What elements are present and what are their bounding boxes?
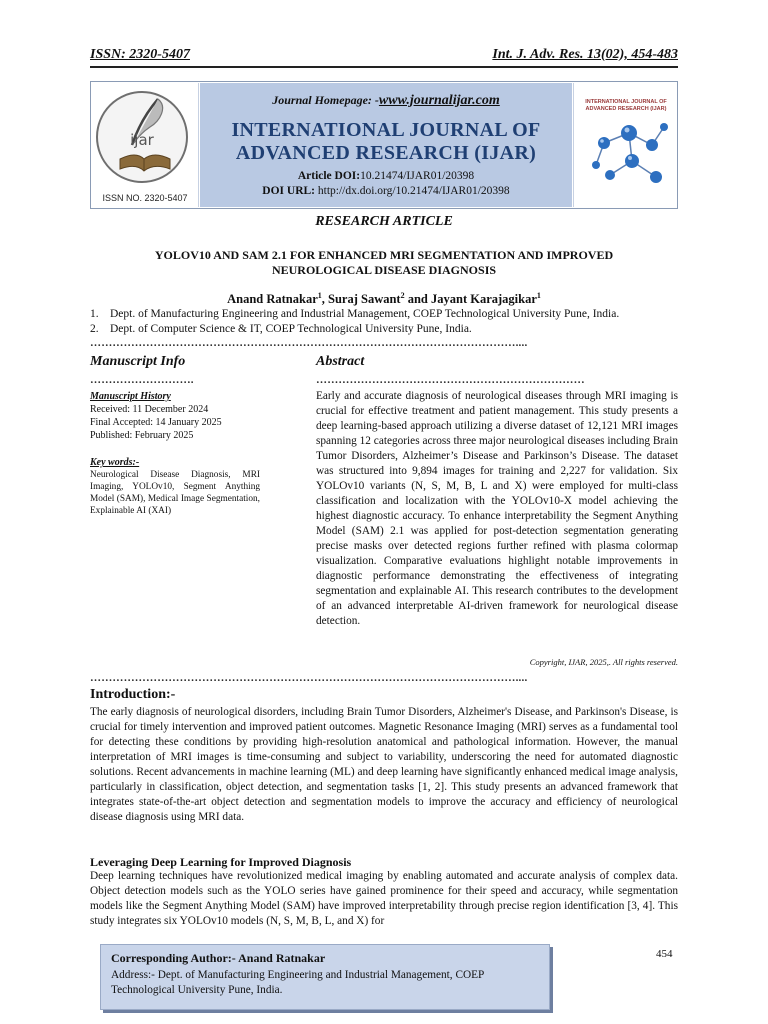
- affiliation-text: Dept. of Manufacturing Engineering and Industrial Management, COEP Technological University Pune, India.: [110, 308, 620, 320]
- author-name: Jayant Karajagikar: [431, 292, 537, 307]
- abstract-dots: ………………………………………………………………: [316, 374, 585, 386]
- author-separator: and: [404, 292, 431, 307]
- separator-bottom: ……………………………………………………………………………………………………....: [90, 672, 528, 684]
- author-separator: ,: [321, 292, 328, 307]
- author-name: Suraj Sawant: [328, 292, 401, 307]
- affiliation-text: Dept. of Computer Science & IT, COEP Technological University Pune, India.: [110, 322, 472, 335]
- introduction-heading: Introduction:-: [90, 687, 176, 702]
- author-name: Anand Ratnakar: [227, 292, 318, 307]
- copyright-notice: Copyright, IJAR, 2025,. All rights reserved.: [529, 657, 678, 667]
- keywords-label: Key words:-: [90, 457, 140, 468]
- manuscript-history: [90, 390, 260, 442]
- article-type: RESEARCH ARTICLE: [315, 214, 453, 229]
- homepage-label: Journal Homepage: -: [272, 93, 379, 107]
- doi-label: Article DOI:: [297, 170, 361, 182]
- logo-issn: ISSN NO. 2320-5407: [102, 193, 188, 203]
- published-date: Published: February 2025: [90, 430, 194, 441]
- journal-logo: [92, 83, 199, 207]
- header-citation: Int. J. Adv. Res. 13(02), 454-483: [492, 47, 678, 62]
- corresponding-author-address: Address:- Dept. of Manufacturing Engineering and Industrial Management, COEP Technological University Pune, India.: [111, 969, 484, 996]
- manuscript-history-label: Manuscript History: [90, 391, 171, 402]
- separator-top: ……………………………………………………………………………………………………....: [90, 337, 528, 349]
- doi-block: [200, 169, 572, 199]
- doi-url-link[interactable]: http://dx.doi.org/10.21474/IJAR01/20398: [317, 185, 510, 197]
- manuscript-info-heading: Manuscript Info: [90, 354, 186, 369]
- affiliation-item: [90, 322, 678, 337]
- introduction-text: The early diagnosis of neurological disorders, including Brain Tumor Disorders, Alzheimer's Disease, and Parkinson's Disease, is crucial for timely intervention and improved patient outcomes. Magnetic Resonance Imaging (MRI) serves as a fundamental tool for detecting these conditions by providing high-resolution anatomical and pathological information. However, the manual interpretation of MRI images is time-consuming and subject to variability, underscoring the need for automated diagnostic solutions. Recent advancements in machine learning (ML) and deep learning have significantly enhanced medical image analysis, particularly in classification, object detection, and segmentation tasks [1, 2]. This study presents an advanced framework that integrates state-of-the-art object detection and segmentation models to improve the accuracy and efficiency of neurological disease diagnosis using MRI data.: [90, 706, 678, 823]
- affiliation-number: 1.: [90, 308, 99, 320]
- journal-title-line2: ADVANCED RESEARCH (IJAR): [235, 142, 537, 164]
- journal-cover-image: [573, 83, 677, 207]
- abstract-text: Early and accurate diagnosis of neurological diseases through MRI imaging is crucial for effective treatment and patient management. This study presents a deep learning-based approach utilizing a diverse dataset of 12,121 MRI images spanning 12 categories across three major neurological diseases including Brain Tumor Disorders, Alzheimer’s Disease and Parkinson’s Disease. The dataset was structured into 9,894 images for training and 2,227 for validation. Six YOLOv10 variants (N, S, M, B, L and X) were employed for multi-class classification and localization with the YOLOv10-X model achieving the highest diagnostic accuracy. To enhance interpretability the Segment Anything Model (SAM) 2.1 was applied for post-detection segmentation generating precise masks over detected regions further refined with plasma colormap visualization. Comparative evaluations highlight notable improvements in diagnostic performance demonstrating the effectiveness of integrating segmentation and explainable AI. This research contributes to the development of an advanced interpretable AI-driven framework for neurological disease detection.: [316, 390, 678, 627]
- corresponding-author-box: [100, 944, 550, 1010]
- accepted-date: Final Accepted: 14 January 2025: [90, 417, 222, 428]
- keywords-block: [90, 457, 260, 517]
- corresponding-author-title: Corresponding Author:- Anand Ratnakar: [111, 951, 326, 965]
- journal-banner: [90, 81, 678, 209]
- journal-homepage: [200, 93, 572, 109]
- received-date: Received: 11 December 2024: [90, 404, 209, 415]
- author-affiliation-marker: 1: [536, 291, 541, 300]
- article-title: [120, 248, 648, 278]
- molecule-icon: [574, 83, 678, 207]
- author-affiliation-marker: 2: [400, 291, 405, 300]
- doi-url-label: DOI URL:: [262, 185, 316, 197]
- running-header: [90, 46, 678, 68]
- author-list: [0, 291, 768, 307]
- banner-center: [200, 83, 572, 207]
- affiliation-item: [90, 307, 678, 322]
- affiliation-number: 2.: [90, 322, 99, 335]
- article-title-line2: NEUROLOGICAL DISEASE DIAGNOSIS: [271, 263, 497, 277]
- homepage-link[interactable]: www.journalijar.com: [378, 93, 500, 108]
- doi-value: 10.21474/IJAR01/20398: [360, 170, 475, 182]
- section-subheading: Leveraging Deep Learning for Improved Diagnosis: [90, 855, 352, 869]
- author-affiliation-marker: 1: [317, 291, 322, 300]
- page-number: 454: [656, 948, 673, 960]
- journal-title: [200, 119, 572, 165]
- logo-circle: [96, 91, 188, 183]
- cover-title: INTERNATIONAL JOURNAL OF ADVANCED RESEARCH (IJAR): [585, 99, 667, 112]
- affiliation-list: [90, 307, 678, 336]
- article-title-line1: YOLOV10 AND SAM 2.1 FOR ENHANCED MRI SEGMENTATION AND IMPROVED: [154, 248, 614, 262]
- manuscript-info-dots: ……………………….: [90, 374, 194, 386]
- keywords-text: Neurological Disease Diagnosis, MRI Imaging, YOLOv10, Segment Anything Model (SAM), Medical Image Segmentation, Explainable AI (XAI): [90, 470, 260, 516]
- header-issn: ISSN: 2320-5407: [90, 47, 190, 62]
- journal-title-line1: INTERNATIONAL JOURNAL OF: [231, 119, 541, 141]
- logo-text: ijar: [130, 131, 154, 149]
- section-subtext: Deep learning techniques have revolutionized medical imaging by enabling automated and accurate analysis of complex data. Object detection models such as the YOLO series have gained prominence for their speed and accuracy, while segmentation models like the Segment Anything Model (SAM) have improved interpretability through precise region identification [3, 4]. This study integrates six YOLOv10 models (N, S, M, B, L, and X) for: [90, 870, 678, 927]
- abstract-heading: Abstract: [316, 354, 365, 369]
